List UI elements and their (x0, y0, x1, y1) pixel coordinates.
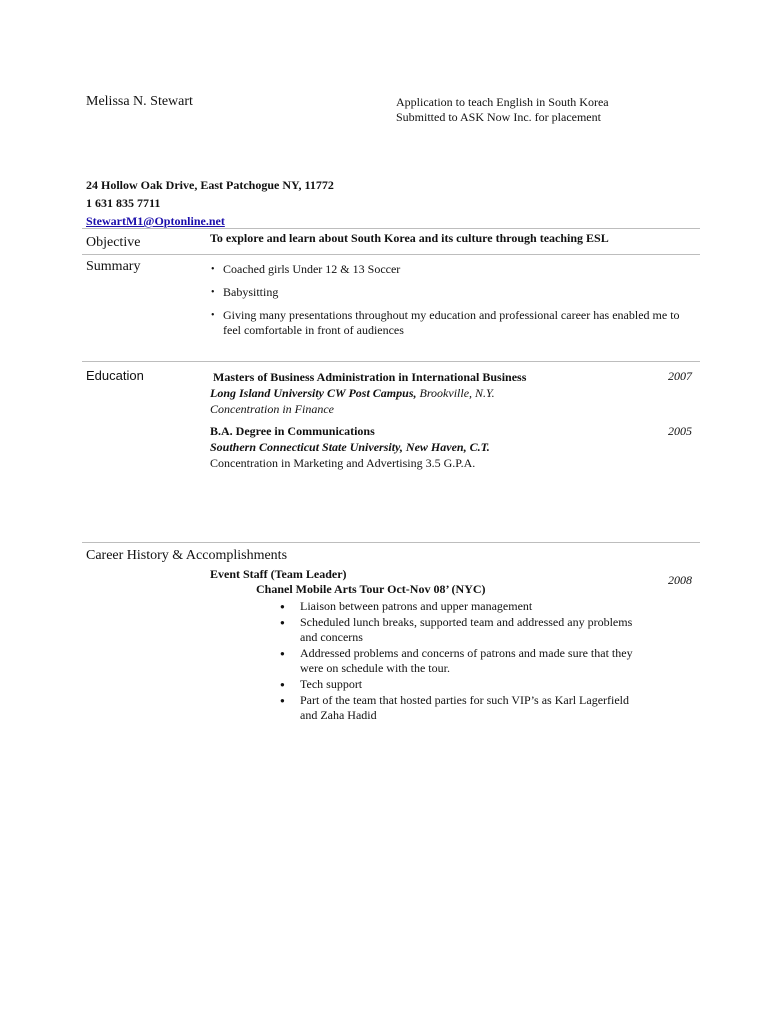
application-line-1: Application to teach English in South Korea (396, 95, 609, 109)
application-note (396, 95, 609, 125)
divider-objective (82, 228, 700, 229)
education-heading: Education (86, 368, 144, 383)
education-detail: Concentration in Marketing and Advertising 3.5 G.P.A. (210, 456, 476, 470)
objective-text: To explore and learn about South Korea and its culture through teaching ESL (210, 231, 609, 245)
education-detail: Concentration in Finance (210, 402, 334, 416)
divider-education (82, 361, 700, 362)
education-entry-1 (210, 369, 526, 417)
contact-address: 24 Hollow Oak Drive, East Patchogue NY, 11772 (86, 178, 334, 192)
divider-career (82, 542, 700, 543)
summary-item: • Coached girls Under 12 & 13 Soccer (210, 262, 700, 277)
summary-item: • Babysitting (210, 285, 700, 300)
career-year: 2008 (668, 573, 692, 587)
education-year: 2007 (668, 369, 692, 383)
education-location: Brookville, N.Y. (416, 386, 495, 400)
career-role: Event Staff (Team Leader) (210, 567, 347, 581)
contact-block (86, 176, 334, 230)
application-line-2: Submitted to ASK Now Inc. for placement (396, 110, 601, 124)
summary-item: • Giving many presentations throughout my education and professional career has enabled me to feel comfortable in front of audiences (210, 308, 700, 338)
career-item: ● Addressed problems and concerns of patrons and made sure that they were on schedule with the tour. (280, 646, 640, 676)
career-item: ● Liaison between patrons and upper management (280, 599, 640, 614)
contact-email-link[interactable]: StewartM1@Optonline.net (86, 214, 225, 228)
career-heading: Career History & Accomplishments (86, 548, 288, 563)
education-entry-2 (210, 423, 490, 471)
summary-list (210, 262, 700, 346)
career-list (280, 599, 640, 724)
education-degree: B.A. Degree in Communications (210, 424, 375, 438)
education-degree: Masters of Business Administration in International Business (213, 370, 527, 384)
education-year: 2005 (668, 424, 692, 438)
education-school: Southern Connecticut State University, New Haven, C.T. (210, 440, 490, 454)
summary-heading: Summary (86, 259, 141, 274)
career-item: ● Part of the team that hosted parties for such VIP’s as Karl Lagerfield and Zaha Hadid (280, 693, 640, 723)
education-school: Long Island University CW Post Campus, (210, 386, 417, 400)
career-item: ● Scheduled lunch breaks, supported team and addressed any problems and concerns (280, 615, 640, 645)
divider-summary (82, 254, 700, 255)
contact-phone: 1 631 835 7711 (86, 196, 161, 210)
career-item: ● Tech support (280, 677, 640, 692)
applicant-name: Melissa N. Stewart (86, 94, 193, 109)
career-event: Chanel Mobile Arts Tour Oct-Nov 08’ (NYC) (256, 582, 486, 596)
objective-heading: Objective (86, 235, 141, 250)
